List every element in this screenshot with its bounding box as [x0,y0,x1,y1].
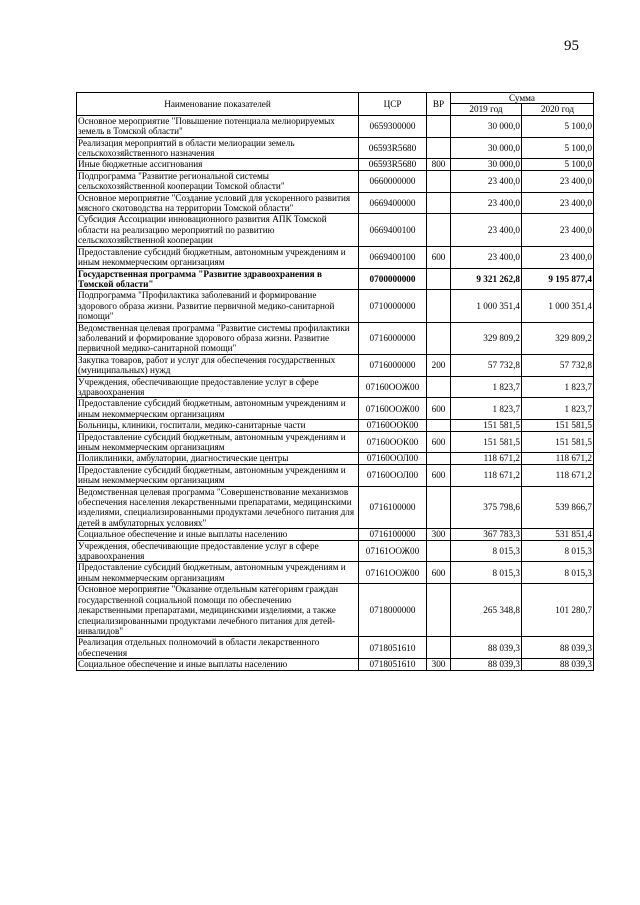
row-name: Предоставление субсидий бюджетным, автономным учреждениям и иным некоммерческим организациям [77,398,359,420]
header-csr: ЦСР [359,93,427,116]
row-sum-2020: 1 000 351,4 [522,290,594,322]
row-csr-code: 06593R5680 [359,137,427,159]
table-body [77,115,594,670]
table-row [77,246,594,268]
row-csr-code: 07160ООЖ00 [359,376,427,398]
row-vr-code [427,268,451,290]
table-row [77,290,594,322]
row-name: Учреждения, обеспечивающие предоставление услуг в сфере здравоохранения [77,540,359,562]
row-sum-2020: 118 671,2 [522,453,594,464]
row-sum-2020: 1 823,7 [522,398,594,420]
row-sum-2019: 151 581,5 [451,420,522,431]
row-csr-code: 0718000000 [359,584,427,637]
row-name: Ведомственная целевая программа "Совершенствование механизмов обеспечения населения лекарственными препаратами, медицинскими изделиями, специализированными продуктами лечебного питания для детей в амбулаторных условиях" [77,486,359,529]
row-sum-2020: 151 581,5 [522,431,594,453]
row-sum-2020: 8 015,3 [522,562,594,584]
row-sum-2020: 5 100,0 [522,137,594,159]
row-csr-code: 0700000000 [359,268,427,290]
table-row [77,192,594,214]
row-sum-2020: 5 100,0 [522,115,594,137]
row-name: Закупка товаров, работ и услуг для обеспечения государственных (муниципальных) нужд [77,354,359,376]
table-row [77,453,594,464]
row-sum-2020: 101 280,7 [522,584,594,637]
row-sum-2019: 8 015,3 [451,562,522,584]
row-vr-code [427,214,451,246]
row-sum-2020: 23 400,0 [522,214,594,246]
table-row [77,529,594,540]
row-sum-2019: 23 400,0 [451,214,522,246]
row-vr-code [427,453,451,464]
header-name: Наименование показателей [77,93,359,116]
row-name: Реализация мероприятий в области мелиорации земель сельскохозяйственного назначения [77,137,359,159]
table-row [77,637,594,659]
table-row [77,420,594,431]
row-sum-2020: 1 823,7 [522,376,594,398]
row-csr-code: 0659300000 [359,115,427,137]
page-number: 95 [564,38,579,54]
table-row [77,486,594,529]
row-name: Основное мероприятие "Создание условий для ускоренного развития мясного скотоводства на территории Томской области" [77,192,359,214]
row-sum-2020: 9 195 877,4 [522,268,594,290]
row-sum-2019: 9 321 262,8 [451,268,522,290]
row-name: Основное мероприятие "Повышение потенциала мелиорируемых земель в Томской области" [77,115,359,137]
row-vr-code [427,420,451,431]
row-vr-code [427,170,451,192]
row-vr-code [427,322,451,354]
row-sum-2020: 5 100,0 [522,159,594,170]
row-csr-code: 0669400100 [359,246,427,268]
row-name: Государственная программа "Развитие здравоохранения в Томской области" [77,268,359,290]
table-row [77,322,594,354]
row-sum-2020: 88 039,3 [522,659,594,670]
row-name: Ведомственная целевая программа "Развитие системы профилактики заболеваний и формирование здорового образа жизни. Развитие первичной медико-санитарной помощи" [77,322,359,354]
row-vr-code: 300 [427,529,451,540]
table-row [77,137,594,159]
row-csr-code: 07160ООЛ00 [359,464,427,486]
row-name: Основное мероприятие "Оказание отдельным категориям граждан государственной социальной помощи по обеспечению лекарственными препаратами, медицинскими изделиями, а также специализированными продуктами лечебного питания для детей-инвалидов" [77,584,359,637]
row-sum-2020: 88 039,3 [522,637,594,659]
table-row [77,659,594,670]
table-row [77,431,594,453]
row-sum-2019: 118 671,2 [451,464,522,486]
row-csr-code: 0669400000 [359,192,427,214]
row-sum-2019: 151 581,5 [451,431,522,453]
row-sum-2019: 1 000 351,4 [451,290,522,322]
row-sum-2019: 88 039,3 [451,659,522,670]
row-vr-code [427,486,451,529]
row-sum-2020: 23 400,0 [522,192,594,214]
row-name: Больницы, клиники, госпитали, медико-санитарные части [77,420,359,431]
table-row [77,268,594,290]
header-year-2020: 2020 год [522,104,594,115]
row-vr-code: 600 [427,246,451,268]
row-name: Субсидия Ассоциации инновационного развития АПК Томской области на реализацию мероприятий по развитию сельскохозяйственной кооперации [77,214,359,246]
row-csr-code: 0716000000 [359,322,427,354]
row-sum-2019: 57 732,8 [451,354,522,376]
table-row [77,584,594,637]
row-sum-2019: 30 000,0 [451,159,522,170]
row-sum-2019: 23 400,0 [451,246,522,268]
row-sum-2019: 329 809,2 [451,322,522,354]
row-sum-2020: 23 400,0 [522,170,594,192]
row-sum-2020: 57 732,8 [522,354,594,376]
row-csr-code: 0716100000 [359,486,427,529]
row-sum-2019: 8 015,3 [451,540,522,562]
row-csr-code: 0660000000 [359,170,427,192]
row-vr-code [427,637,451,659]
row-name: Учреждения, обеспечивающие предоставление услуг в сфере здравоохранения [77,376,359,398]
row-sum-2019: 367 783,3 [451,529,522,540]
table-row [77,398,594,420]
row-csr-code: 0669400100 [359,214,427,246]
row-csr-code: 06593R5680 [359,159,427,170]
row-sum-2019: 23 400,0 [451,192,522,214]
budget-table [76,92,594,671]
table-row [77,214,594,246]
row-vr-code: 300 [427,659,451,670]
table-header [77,93,594,116]
table-row [77,170,594,192]
row-sum-2020: 539 866,7 [522,486,594,529]
row-sum-2019: 375 798,6 [451,486,522,529]
row-csr-code: 07161ООЖ00 [359,562,427,584]
row-name: Реализация отдельных полномочий в области лекарственного обеспечения [77,637,359,659]
row-vr-code: 200 [427,354,451,376]
header-sum: Сумма [451,93,594,104]
row-name: Подпрограмма "Профилактика заболеваний и формирование здорового образа жизни. Развитие первичной медико-санитарной помощи" [77,290,359,322]
row-sum-2019: 88 039,3 [451,637,522,659]
row-csr-code: 0718051610 [359,637,427,659]
row-csr-code: 0710000000 [359,290,427,322]
table-row [77,540,594,562]
row-vr-code [427,115,451,137]
row-sum-2020: 151 581,5 [522,420,594,431]
row-vr-code: 600 [427,398,451,420]
table-row [77,376,594,398]
row-name: Предоставление субсидий бюджетным, автономным учреждениям и иным некоммерческим организациям [77,431,359,453]
row-name: Поликлиники, амбулатории, диагностические центры [77,453,359,464]
row-sum-2020: 8 015,3 [522,540,594,562]
header-year-2019: 2019 год [451,104,522,115]
table-row [77,354,594,376]
row-vr-code [427,540,451,562]
row-vr-code [427,376,451,398]
row-sum-2020: 118 671,2 [522,464,594,486]
row-name: Предоставление субсидий бюджетным, автономным учреждениям и иным некоммерческим организациям [77,562,359,584]
table-row [77,159,594,170]
row-name: Предоставление субсидий бюджетным, автономным учреждениям и иным некоммерческим организациям [77,464,359,486]
row-csr-code: 07161ООЖ00 [359,540,427,562]
header-vr: ВР [427,93,451,116]
row-name: Иные бюджетные ассигнования [77,159,359,170]
table-row [77,115,594,137]
row-sum-2020: 531 851,4 [522,529,594,540]
table-row [77,562,594,584]
row-csr-code: 07160ООЛ00 [359,453,427,464]
row-csr-code: 07160ООК00 [359,420,427,431]
row-name: Предоставление субсидий бюджетным, автономным учреждениям и иным некоммерческим организациям [77,246,359,268]
row-vr-code [427,290,451,322]
row-vr-code: 600 [427,431,451,453]
row-name: Подпрограмма "Развитие региональной системы сельскохозяйственной кооперации Томской области" [77,170,359,192]
row-vr-code [427,584,451,637]
row-sum-2019: 1 823,7 [451,376,522,398]
row-csr-code: 0716000000 [359,354,427,376]
row-csr-code: 0718051610 [359,659,427,670]
row-sum-2019: 1 823,7 [451,398,522,420]
row-vr-code: 600 [427,562,451,584]
row-sum-2019: 265 348,8 [451,584,522,637]
row-name: Социальное обеспечение и иные выплаты населению [77,529,359,540]
table-row [77,464,594,486]
row-csr-code: 07160ООЖ00 [359,398,427,420]
row-sum-2019: 30 000,0 [451,115,522,137]
row-sum-2020: 23 400,0 [522,246,594,268]
row-name: Социальное обеспечение и иные выплаты населению [77,659,359,670]
row-vr-code: 600 [427,464,451,486]
row-csr-code: 0716100000 [359,529,427,540]
row-sum-2019: 30 000,0 [451,137,522,159]
row-vr-code [427,192,451,214]
row-sum-2019: 23 400,0 [451,170,522,192]
row-vr-code [427,137,451,159]
row-csr-code: 07160ООК00 [359,431,427,453]
row-sum-2020: 329 809,2 [522,322,594,354]
row-sum-2019: 118 671,2 [451,453,522,464]
row-vr-code: 800 [427,159,451,170]
